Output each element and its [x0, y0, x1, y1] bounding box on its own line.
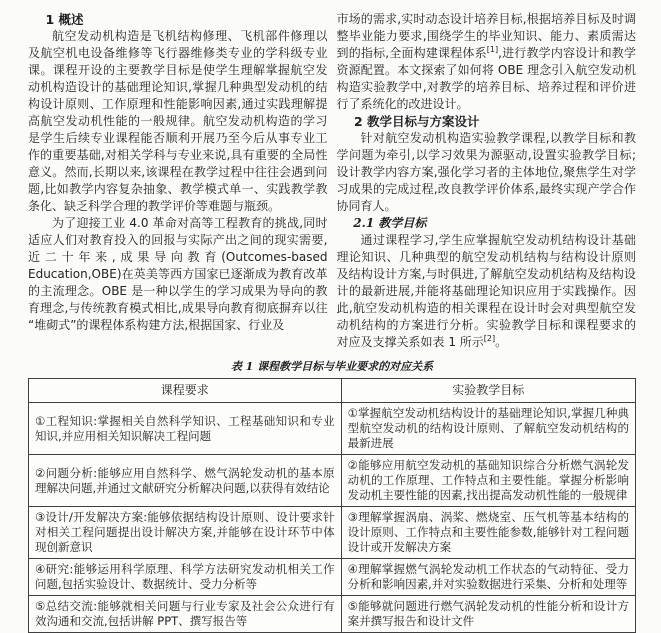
table-row: [29, 455, 636, 507]
cell-experiment-goal-1: ①掌握航空发动机结构设计的基础理论知识,掌握几种典型航空发动机的结构设计原则、了解航空发动机结构的最新进展: [341, 403, 635, 455]
cell-course-requirement-3: ③设计/开发解决方案:能够依据结构设计原则、设计要求针对相关工程问题提出设计解决方案,并能够在设计环节中体现创新意识: [29, 507, 342, 559]
section-2-1-heading: 2.1 教学目标: [353, 216, 427, 230]
left-paragraph-1: 航空发动机构造是飞机结构修理、飞机部件修理以及航空机电设备维修等飞行器维修类专业的学科级专业课。课程开设的主要教学目标是使学生理解掌握航空发动机构造设计的基础理论知识,掌握几种典型发动机的结构设计原则、工作原理和性能影响因素,通过实践理解提高航空发动机性能的一般规律。航空发动机构造的学习是学生后续专业课程能否顺利开展乃至今后从事专业工作的重要基础,对相关学科与专业来说,具有重要的全局性意义。然而,长期以来,该课程在教学过程中往往会遇到问题,比如教学内容复杂抽象、教学模式单一、实践教学教条化、缺乏科学合理的教学评价等难题与瓶颈。: [28, 29, 328, 213]
table-header-experiment-goals: 实验教学目标: [341, 379, 635, 403]
table-header-course-requirements: 课程要求: [29, 379, 342, 403]
table-row: [29, 507, 636, 559]
table-caption: 表 1 课程教学目标与毕业要求的对应关系: [230, 360, 434, 373]
cell-course-requirement-4: ④研究:能够运用科学原理、科学方法研究发动机相关工作问题,包括实验设计、数据统计、受力分析等: [29, 559, 342, 596]
table-row: [29, 596, 636, 633]
right-paragraph-1: [337, 11, 637, 113]
right-paragraph-1-text-b: ,进行教学内容设计和教学资源配置。本文探索了如何将 OBE 理念引入航空发动机构造实验教学中,对教学的培养目标、培养过程和评价进行了系统化的改进设计。: [336, 46, 636, 111]
right-column: [337, 11, 637, 351]
course-goals-table: [28, 378, 636, 633]
citation-ref-1: [1]: [486, 45, 499, 54]
cell-course-requirement-2: ②问题分析:能够应用自然科学、燃气涡轮发动机的基本原理解决问题,并通过文献研究分析解决问题,以获得有效结论: [29, 455, 342, 507]
cell-course-requirement-5: ⑤总结交流:能够就相关问题与行业专家及社会公众进行有效沟通和交流,包括讲解 PPT、撰写报告等: [29, 596, 342, 633]
cell-course-requirement-1: ①工程知识:掌握相关自然科学知识、工程基础知识和专业知识,并应用相关知识解决工程问题: [29, 403, 342, 455]
right-paragraph-3-text-b: 。: [495, 335, 508, 349]
section-2-heading: 2 教学目标与方案设计: [354, 114, 480, 129]
table-row: [29, 559, 636, 596]
cell-experiment-goal-4: ④理解掌握燃气涡轮发动机工作状态的气动特征、受力分析和影响因素,并对实验数据进行采集、分析和处理等: [341, 559, 635, 596]
left-paragraph-2: 为了迎接工业 4.0 革命对高等工程教育的挑战,同时适应人们对教育投入的回报与实际产出之间的现实需要,近二十年来,成果导向教育(Outcomes-based Education,OBE)在英美等西方国家已逐渐成为教育改革的主流理念。OBE 是一种以学生的学习成果为导向的教育理念,与传统教育模式相比,成果导向教育彻底摒弃以往“堆砌式”的课程体系构建方法,根据国家、行业及: [28, 216, 328, 332]
section-1-heading: 1 概述: [45, 12, 84, 27]
table-header-row: [29, 379, 636, 403]
cell-experiment-goal-3: ③理解掌握涡扇、涡桨、燃烧室、压气机等基本结构的设计原则、工作特点和主要性能参数,能够针对工程问题设计或开发解决方案: [341, 507, 635, 559]
cell-experiment-goal-2: ②能够应用航空发动机的基础知识综合分析燃气涡轮发动机的工作原理、工作特点和主要性能。掌握分析影响发动机主要性能的因素,找出提高发动机性能的一般规律: [341, 455, 635, 507]
right-paragraph-1-text-a: 市场的需求,实时动态设计培养目标,根据培养目标及时调整毕业能力要求,围绕学生的毕业知识、能力、素质需达到的指标,全面构建课程体系: [336, 12, 636, 60]
left-column: [28, 11, 328, 351]
cell-experiment-goal-5: ⑤能够就问题进行燃气涡轮发动机的性能分析和设计方案并撰写报告和设计文件: [341, 596, 635, 633]
right-paragraph-3-text-a: 通过课程学习,学生应掌握航空发动机结构设计基础理论知识、几种典型的航空发动机结构与结构设计原则及结构设计方案,与时俱进,了解航空发动机结构及结构设计的最新进展,并能将基础理论知识应用于实践操作。因此,航空发动机构造的相关课程在设计时会对典型航空发动机结构的方案进行分析。实验教学目标和课程要求的对应及支撑关系如表 1 所示: [336, 233, 636, 349]
right-paragraph-2: 针对航空发动机构造实验教学课程,以教学目标和教学问题为牵引,以学习效果为源驱动,设置实验教学目标;设计教学内容方案,强化学习者的主体地位,聚焦学生对学习成果的完成过程,改良教学评价体系,最终实现产学合作协同育人。: [336, 131, 636, 213]
citation-ref-2: [2]: [483, 334, 496, 343]
table-row: [29, 403, 636, 455]
two-column-text: [28, 11, 636, 351]
right-paragraph-3: [337, 232, 637, 351]
